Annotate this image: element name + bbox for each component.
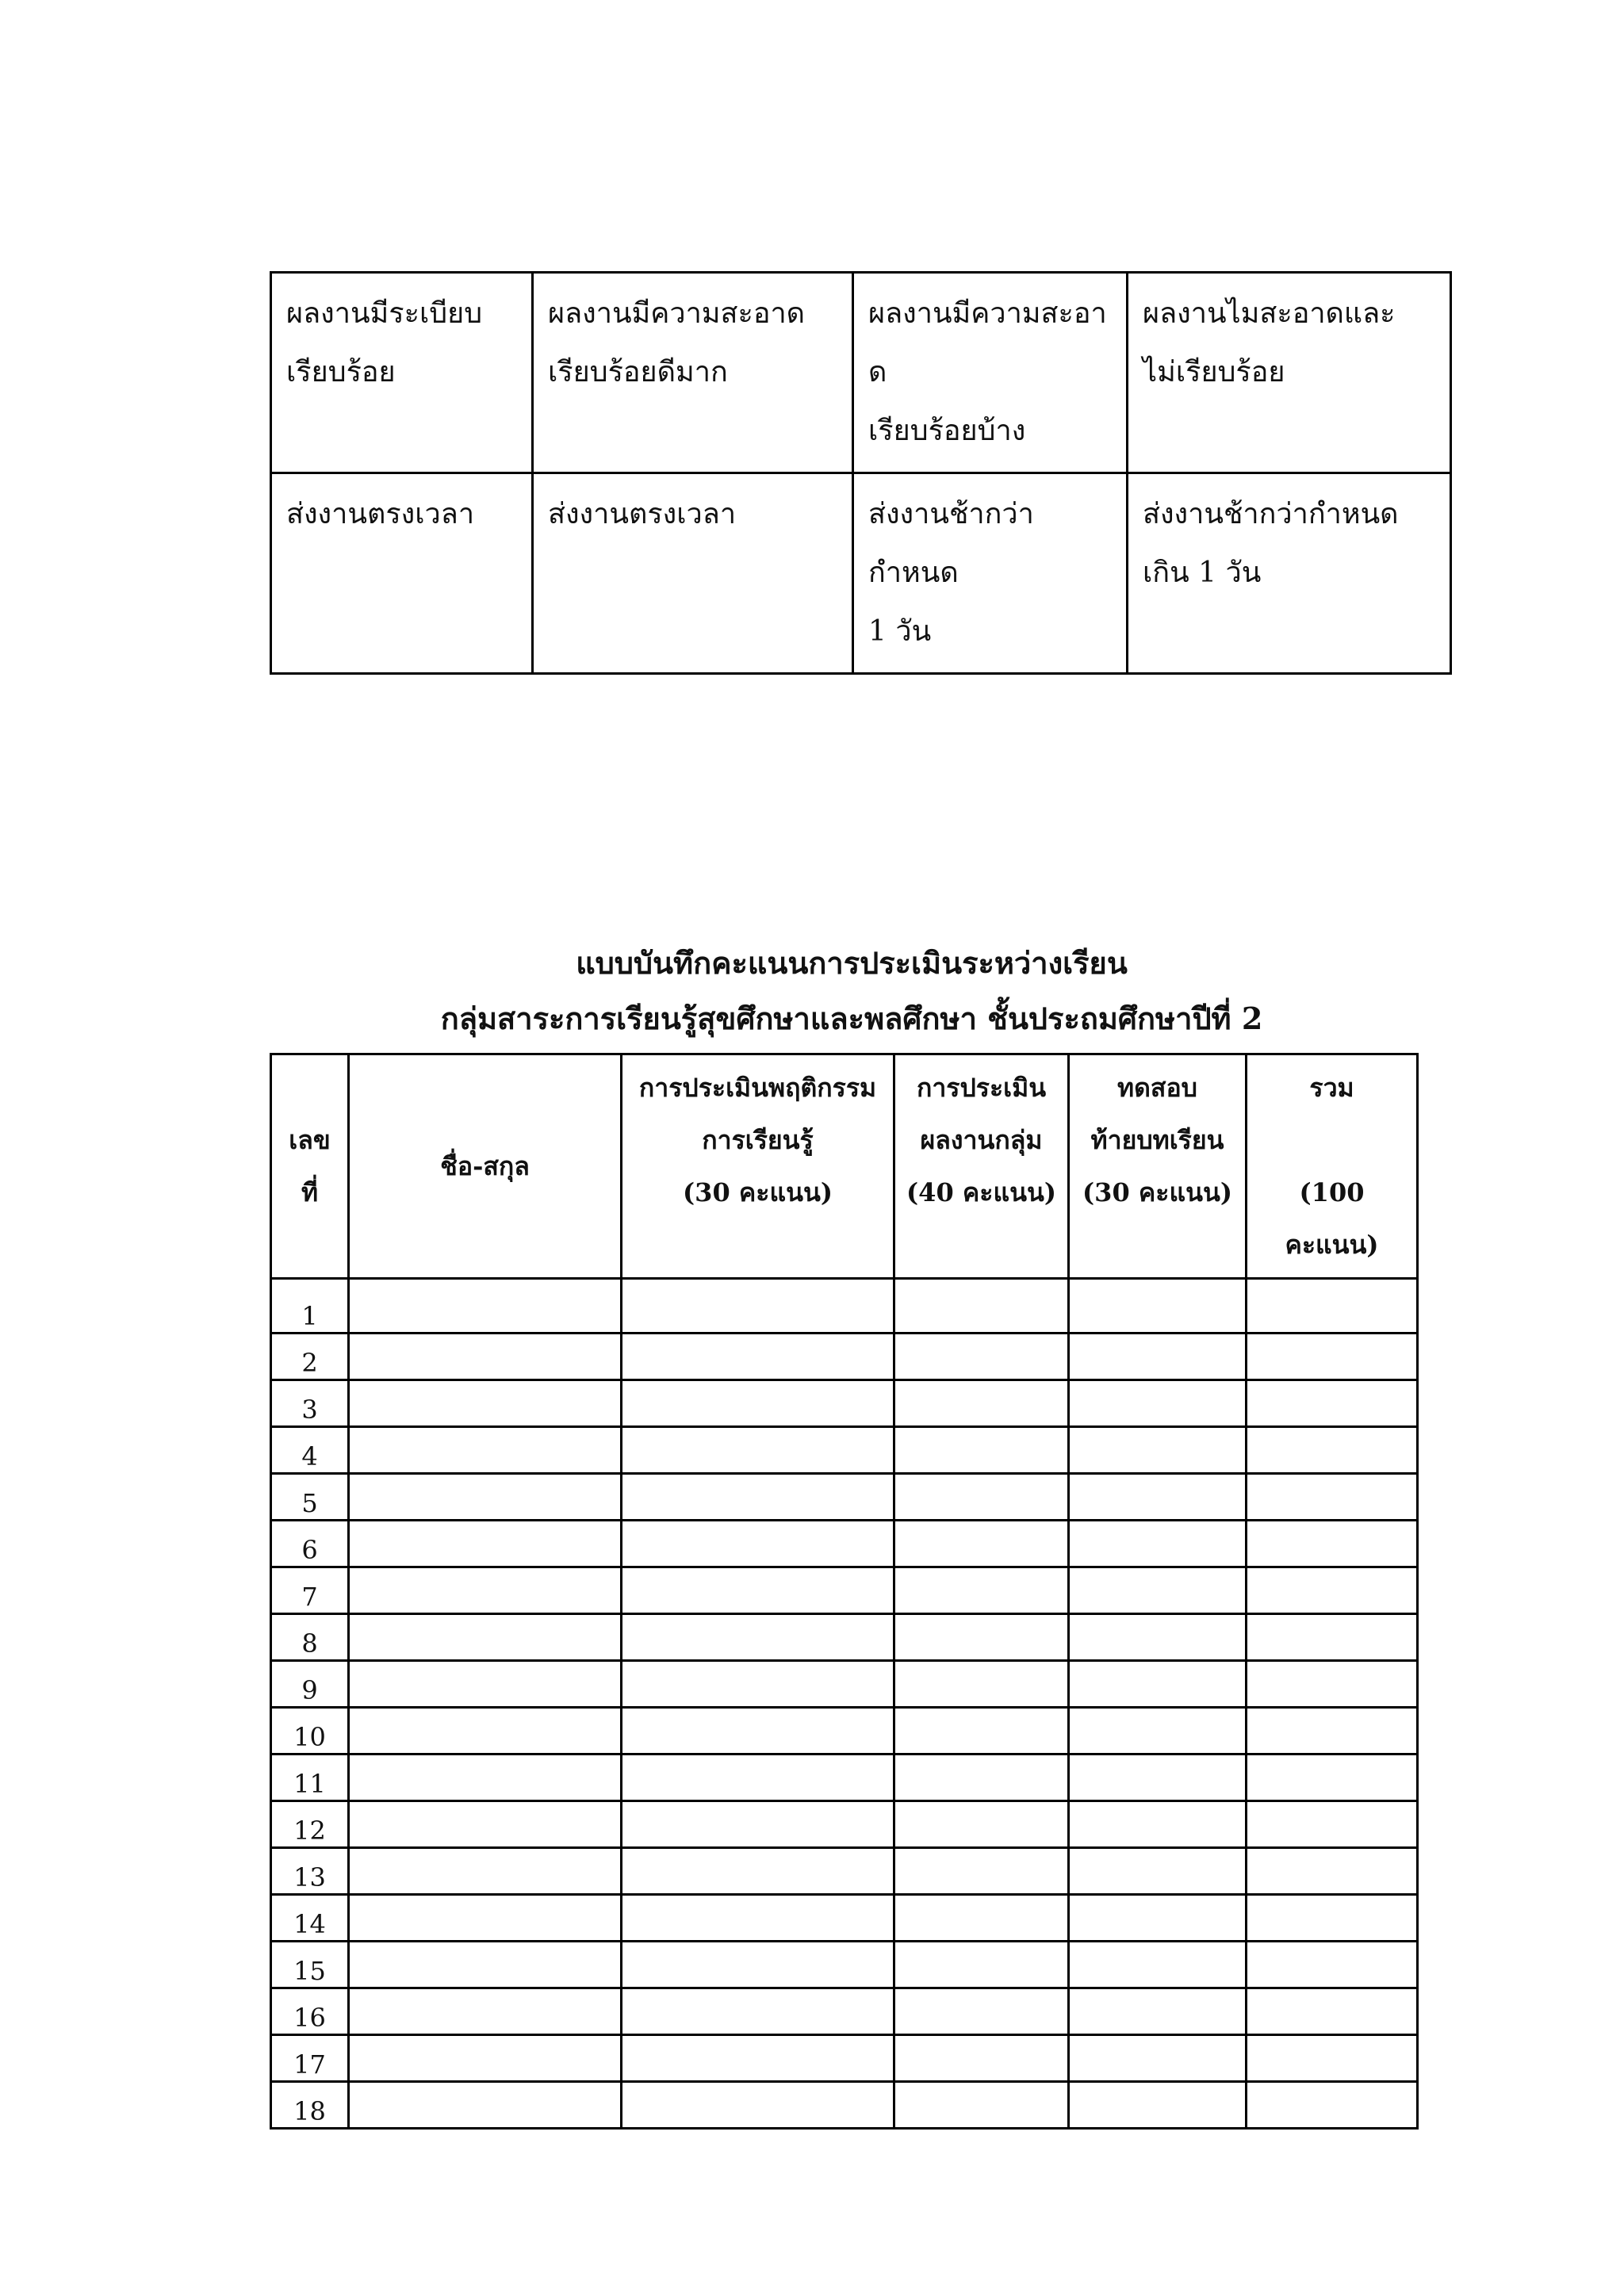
cell-line: เรียบร้อยบ้าง: [868, 415, 1026, 447]
empty-score-cell: [894, 2082, 1069, 2129]
empty-score-cell: [1247, 1380, 1418, 1427]
empty-score-cell: [622, 1661, 894, 1708]
cell-line: ไม่เรียบร้อย: [1143, 356, 1285, 388]
table-row: [271, 1661, 1418, 1708]
cell-line: (100 คะแนน): [1285, 1177, 1379, 1260]
table-row: [271, 1334, 1418, 1380]
empty-score-cell: [1069, 1427, 1247, 1474]
rubric-body: [271, 273, 1451, 674]
empty-score-cell: [349, 1942, 622, 1988]
empty-score-cell: [622, 1279, 894, 1334]
empty-score-cell: [894, 1521, 1069, 1567]
empty-score-cell: [349, 1755, 622, 1801]
rubric-cell: [853, 473, 1128, 674]
empty-score-cell: [1247, 1521, 1418, 1567]
cell-line: ส่งงานช้ากว่ากำหนด: [1143, 498, 1399, 530]
empty-score-cell: [894, 1755, 1069, 1801]
empty-score-cell: [894, 1427, 1069, 1474]
score-header-row: [271, 1054, 1418, 1279]
empty-score-cell: [622, 1567, 894, 1614]
empty-score-cell: [1069, 1895, 1247, 1942]
empty-score-cell: [894, 1942, 1069, 1988]
empty-score-cell: [349, 1895, 622, 1942]
cell-line: ส่งงานตรงเวลา: [548, 498, 737, 530]
cell-line: ผลงานกลุ่ม: [920, 1125, 1043, 1155]
cell-line: ส่งงานช้ากว่ากำหนด: [868, 498, 1034, 589]
row-number: 16: [271, 1988, 349, 2035]
rubric-cell: [533, 473, 853, 674]
cell-line: เลข: [289, 1125, 331, 1155]
cell-line: รวม: [1309, 1073, 1354, 1103]
empty-score-cell: [1247, 1567, 1418, 1614]
empty-score-cell: [622, 1988, 894, 2035]
empty-score-cell: [349, 1334, 622, 1380]
empty-score-cell: [1247, 1427, 1418, 1474]
row-number: 13: [271, 1848, 349, 1895]
empty-score-cell: [1069, 1567, 1247, 1614]
cell-line: 1 วัน: [868, 615, 932, 648]
empty-score-cell: [622, 2082, 894, 2129]
cell-line: (30 คะแนน): [683, 1177, 833, 1207]
row-number: 18: [271, 2082, 349, 2129]
empty-score-cell: [1069, 2082, 1247, 2129]
empty-score-cell: [1069, 1334, 1247, 1380]
empty-score-cell: [349, 2035, 622, 2082]
cell-line: ผลงานไมสะอาดและ: [1143, 297, 1396, 330]
table-row: [271, 2035, 1418, 2082]
rubric-row: [271, 473, 1451, 674]
rubric-cell: [271, 273, 533, 473]
empty-score-cell: [1069, 1661, 1247, 1708]
rubric-row: [271, 273, 1451, 473]
empty-score-cell: [622, 1848, 894, 1895]
empty-score-cell: [1247, 1279, 1418, 1334]
cell-line: ด: [868, 356, 887, 388]
empty-score-cell: [622, 1474, 894, 1521]
rubric-cell: [1128, 473, 1451, 674]
cell-line: ส่งงานตรงเวลา: [286, 498, 475, 530]
empty-score-cell: [349, 1521, 622, 1567]
empty-score-cell: [622, 2035, 894, 2082]
empty-score-cell: [1247, 1942, 1418, 1988]
row-number: 6: [271, 1521, 349, 1567]
empty-score-cell: [894, 1661, 1069, 1708]
table-row: [271, 1708, 1418, 1755]
cell-line: ผลงานมีระเบียบ: [286, 297, 483, 330]
empty-score-cell: [1247, 1334, 1418, 1380]
empty-score-cell: [349, 1801, 622, 1848]
empty-score-cell: [1247, 1801, 1418, 1848]
rubric-table: [270, 271, 1452, 675]
empty-score-cell: [1069, 1279, 1247, 1334]
table-row: [271, 1895, 1418, 1942]
empty-score-cell: [894, 1895, 1069, 1942]
row-number: 10: [271, 1708, 349, 1755]
row-number: 2: [271, 1334, 349, 1380]
empty-score-cell: [894, 1567, 1069, 1614]
empty-score-cell: [1069, 1755, 1247, 1801]
table-row: [271, 1474, 1418, 1521]
table-row: [271, 1942, 1418, 1988]
cell-line: การเรียนรู้: [702, 1125, 814, 1155]
empty-score-cell: [349, 1380, 622, 1427]
cell-line: [1252, 1114, 1411, 1166]
empty-score-cell: [1247, 1895, 1418, 1942]
score-header-cell: [894, 1054, 1069, 1279]
cell-line: (40 คะแนน): [906, 1177, 1056, 1207]
row-number: 4: [271, 1427, 349, 1474]
empty-score-cell: [1247, 1474, 1418, 1521]
empty-score-cell: [349, 1474, 622, 1521]
table-row: [271, 1755, 1418, 1801]
empty-score-cell: [349, 1661, 622, 1708]
empty-score-cell: [1247, 1661, 1418, 1708]
score-header-cell: [1247, 1054, 1418, 1279]
cell-line: เกิน 1 วัน: [1143, 557, 1262, 589]
table-row: [271, 1279, 1418, 1334]
empty-score-cell: [622, 1801, 894, 1848]
row-number: 8: [271, 1614, 349, 1661]
empty-score-cell: [349, 1567, 622, 1614]
table-row: [271, 1380, 1418, 1427]
score-header-cell: [271, 1054, 349, 1279]
empty-score-cell: [622, 1942, 894, 1988]
score-header-cell: [1069, 1054, 1247, 1279]
empty-score-cell: [622, 1708, 894, 1755]
empty-score-cell: [349, 2082, 622, 2129]
table-row: [271, 1614, 1418, 1661]
table-row: [271, 2082, 1418, 2129]
empty-score-cell: [1069, 1380, 1247, 1427]
empty-score-cell: [349, 1848, 622, 1895]
empty-score-cell: [894, 1848, 1069, 1895]
empty-score-cell: [1247, 2082, 1418, 2129]
empty-score-cell: [349, 1988, 622, 2035]
row-number: 1: [271, 1279, 349, 1334]
cell-line: เรียบร้อยดีมาก: [548, 356, 728, 388]
cell-line: ท้ายบทเรียน: [1090, 1125, 1224, 1155]
cell-line: เรียบร้อย: [286, 356, 396, 388]
empty-score-cell: [1247, 2035, 1418, 2082]
empty-score-cell: [1247, 1708, 1418, 1755]
empty-score-cell: [622, 1614, 894, 1661]
cell-line: ชื่อ-สกุล: [440, 1151, 530, 1181]
table-row: [271, 1427, 1418, 1474]
row-number: 17: [271, 2035, 349, 2082]
cell-line: ที่: [301, 1177, 319, 1207]
table-row: [271, 1567, 1418, 1614]
empty-score-cell: [894, 2035, 1069, 2082]
empty-score-cell: [1069, 1521, 1247, 1567]
table-row: [271, 1988, 1418, 2035]
empty-score-cell: [894, 1708, 1069, 1755]
row-number: 12: [271, 1801, 349, 1848]
empty-score-cell: [1247, 1755, 1418, 1801]
empty-score-cell: [894, 1334, 1069, 1380]
empty-score-cell: [1069, 1614, 1247, 1661]
cell-line: (30 คะแนน): [1082, 1177, 1232, 1207]
score-table: [270, 1053, 1419, 2130]
empty-score-cell: [1069, 1988, 1247, 2035]
rubric-cell: [271, 473, 533, 674]
cell-line: ผลงานมีความสะอา: [868, 297, 1107, 330]
empty-score-cell: [1247, 1614, 1418, 1661]
empty-score-cell: [349, 1708, 622, 1755]
empty-score-cell: [349, 1614, 622, 1661]
table-row: [271, 1848, 1418, 1895]
empty-score-cell: [1069, 2035, 1247, 2082]
row-number: 9: [271, 1661, 349, 1708]
empty-score-cell: [894, 1614, 1069, 1661]
row-number: 15: [271, 1942, 349, 1988]
score-header-cell: [349, 1054, 622, 1279]
row-number: 7: [271, 1567, 349, 1614]
form-subtitle: กลุ่มสาระการเรียนรู้สุขศึกษาและพลศึกษา ชั้นประถมศึกษาปีที่ 2: [440, 1001, 1263, 1036]
empty-score-cell: [1069, 1942, 1247, 1988]
rubric-cell: [1128, 273, 1451, 473]
empty-score-cell: [622, 1755, 894, 1801]
row-number: 3: [271, 1380, 349, 1427]
empty-score-cell: [349, 1427, 622, 1474]
empty-score-cell: [622, 1521, 894, 1567]
empty-score-cell: [622, 1334, 894, 1380]
empty-score-cell: [1069, 1801, 1247, 1848]
empty-score-cell: [894, 1279, 1069, 1334]
empty-score-cell: [1069, 1708, 1247, 1755]
score-body: [271, 1279, 1418, 2129]
rubric-cell: [533, 273, 853, 473]
row-number: 5: [271, 1474, 349, 1521]
empty-score-cell: [622, 1380, 894, 1427]
empty-score-cell: [894, 1380, 1069, 1427]
cell-line: ทดสอบ: [1117, 1073, 1197, 1103]
empty-score-cell: [894, 1474, 1069, 1521]
empty-score-cell: [894, 1801, 1069, 1848]
empty-score-cell: [1247, 1848, 1418, 1895]
empty-score-cell: [894, 1988, 1069, 2035]
row-number: 14: [271, 1895, 349, 1942]
score-header-cell: [622, 1054, 894, 1279]
cell-line: การประเมิน: [916, 1073, 1047, 1103]
empty-score-cell: [622, 1895, 894, 1942]
empty-score-cell: [1247, 1988, 1418, 2035]
empty-score-cell: [1069, 1848, 1247, 1895]
table-row: [271, 1801, 1418, 1848]
row-number: 11: [271, 1755, 349, 1801]
table-row: [271, 1521, 1418, 1567]
rubric-cell: [853, 273, 1128, 473]
cell-line: การประเมินพฤติกรรม: [638, 1073, 877, 1103]
empty-score-cell: [1069, 1474, 1247, 1521]
form-title: แบบบันทึกคะแนนการประเมินระหว่างเรียน: [576, 945, 1128, 981]
cell-line: ผลงานมีความสะอาด: [548, 297, 806, 330]
empty-score-cell: [622, 1427, 894, 1474]
empty-score-cell: [349, 1279, 622, 1334]
